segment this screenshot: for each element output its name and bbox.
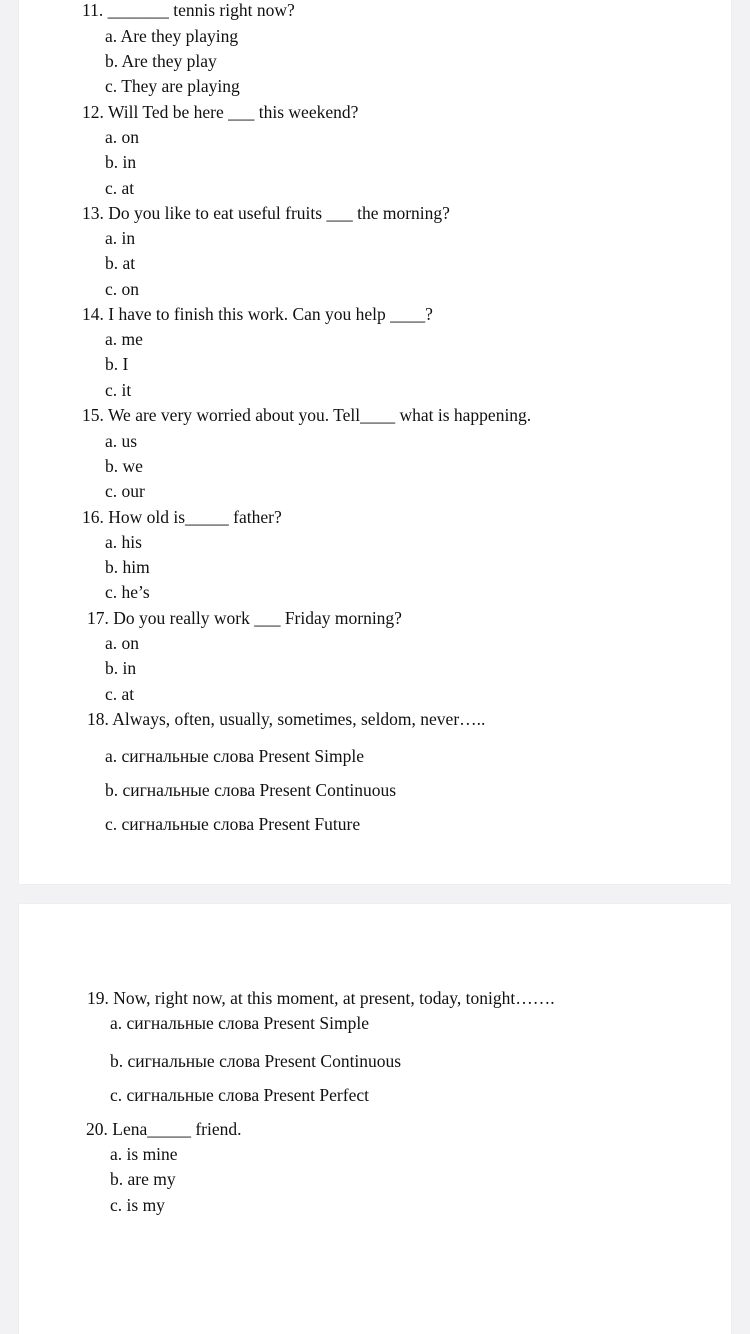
document-page-1: [19, 0, 731, 884]
question-prompt: I have to finish this work. Can you help ____?: [108, 304, 433, 324]
option-17a: a. on: [105, 633, 140, 653]
option-12a: a. on: [105, 127, 140, 147]
question-prompt: _______ tennis right now?: [107, 0, 295, 20]
question-prompt: Do you like to eat useful fruits ___ the morning?: [108, 203, 450, 223]
option-16c: c. he’s: [105, 582, 150, 602]
option-20a: a. is mine: [110, 1144, 178, 1164]
question-13: [82, 202, 450, 224]
question-12: [82, 101, 358, 123]
option-13c: c. on: [105, 279, 140, 299]
option-15c: c. our: [105, 481, 145, 501]
option-16a: a. his: [105, 532, 142, 552]
question-15: [82, 404, 531, 426]
question-number: 15.: [82, 405, 104, 425]
option-17c: c. at: [105, 684, 135, 704]
question-prompt: We are very worried about you. Tell____ what is happening.: [107, 405, 532, 425]
option-14b: b. I: [105, 354, 129, 374]
document-page-2: [19, 904, 731, 1334]
option-18a: a. сигнальные слова Present Simple: [105, 746, 364, 766]
option-12b: b. in: [105, 152, 137, 172]
option-20b: b. are my: [110, 1169, 176, 1189]
question-number: 14.: [82, 304, 104, 324]
option-11c: c. They are playing: [105, 76, 240, 96]
question-number: 17.: [87, 608, 109, 628]
option-18b: b. сигнальные слова Present Continuous: [105, 780, 397, 800]
question-14: [82, 303, 433, 325]
question-prompt: Do you really work ___ Friday morning?: [113, 608, 402, 628]
option-11b: b. Are they play: [105, 51, 217, 71]
question-16: [82, 506, 282, 528]
question-20: [86, 1118, 242, 1140]
question-18: [87, 708, 485, 730]
option-17b: b. in: [105, 658, 137, 678]
question-number: 11.: [82, 0, 104, 20]
option-19c: c. сигнальные слова Present Perfect: [110, 1085, 369, 1105]
question-prompt: Now, right now, at this moment, at present, today, tonight…….: [113, 988, 555, 1008]
option-12c: c. at: [105, 178, 135, 198]
question-number: 19.: [87, 988, 109, 1008]
option-13a: a. in: [105, 228, 136, 248]
option-15b: b. we: [105, 456, 143, 476]
question-number: 18.: [87, 709, 109, 729]
question-number: 12.: [82, 102, 104, 122]
option-13b: b. at: [105, 253, 136, 273]
option-19b: b. сигнальные слова Present Continuous: [110, 1051, 402, 1071]
question-17: [87, 607, 402, 629]
option-14c: c. it: [105, 380, 132, 400]
question-number: 20.: [86, 1119, 108, 1139]
question-prompt: Lena_____ friend.: [112, 1119, 242, 1139]
question-prompt: How old is_____ father?: [108, 507, 282, 527]
question-19: [87, 987, 555, 1009]
option-14a: a. me: [105, 329, 143, 349]
option-20c: c. is my: [110, 1195, 165, 1215]
option-15a: a. us: [105, 431, 138, 451]
option-11a: a. Are they playing: [105, 26, 239, 46]
question-prompt: Will Ted be here ___ this weekend?: [107, 102, 359, 122]
option-16b: b. him: [105, 557, 150, 577]
option-19a: a. сигнальные слова Present Simple: [110, 1013, 369, 1033]
question-number: 13.: [82, 203, 104, 223]
question-number: 16.: [82, 507, 104, 527]
question-prompt: Always, often, usually, sometimes, seldom, never…..: [112, 709, 486, 729]
option-18c: c. сигнальные слова Present Future: [105, 814, 361, 834]
question-11: [82, 0, 295, 21]
